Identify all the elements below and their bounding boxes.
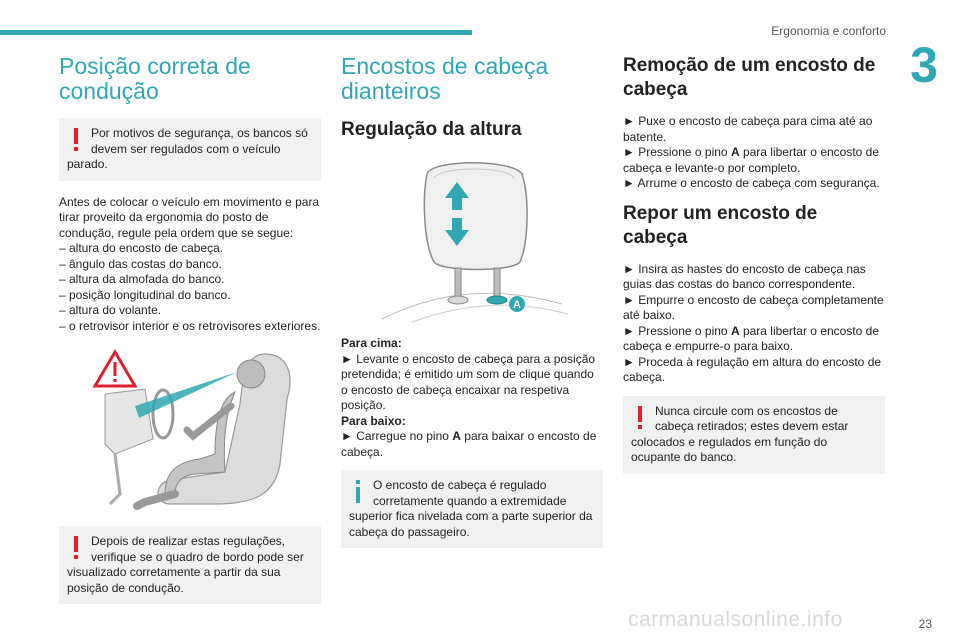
step-text: ► Empurre o encosto de cabeça completamente até baixo. [623, 292, 884, 322]
step-text: ► Arrume o encosto de cabeça com segurança. [623, 176, 880, 190]
warning-box-seats [59, 118, 321, 181]
warning-text: Nunca circule com os encostos de cabeça retirados; estes devem estar colocados e regulados em função do ocupante do banco. [631, 403, 849, 464]
list-item: – ângulo das costas do banco. [59, 256, 222, 271]
list-item: – altura da almofada do banco. [59, 272, 225, 286]
driving-position-illustration [75, 344, 305, 514]
info-text: O encosto de cabeça é regulado corretamente quando a extremidade superior fica nivelada com a parte superior da cabeça do passageiro. [349, 478, 593, 539]
warning-text: Por motivos de segurança, os bancos só devem ser regulados com o veículo parado. [67, 126, 308, 171]
list-item: – posição longitudinal do banco. [59, 287, 231, 302]
warning-icon [67, 534, 87, 564]
warning-box-headrest-removed [623, 396, 885, 474]
subtitle-removal: Remoção de um encosto de cabeça [623, 55, 876, 100]
column-front-headrests [341, 54, 603, 562]
subtitle-refit: Repor um encosto de cabeça [623, 202, 818, 248]
warning-box-dashboard [59, 526, 321, 604]
down-heading: Para baixo: [341, 413, 406, 428]
adjustment-list [59, 241, 321, 334]
warning-icon [631, 404, 651, 434]
headrest-illustration [372, 154, 572, 324]
step-text: ► Pressione o pino A para libertar o encosto de cabeça e levante-o por completo. [623, 145, 880, 175]
step-text: ► Proceda à regulação em altura do encosto de cabeça. [623, 354, 882, 384]
refit-steps [623, 262, 885, 386]
section-title-front-headrests: Encostos de cabeça dianteiros [341, 53, 549, 104]
chapter-number: 3 [910, 37, 938, 93]
warning-icon [67, 126, 87, 156]
list-item: – o retrovisor interior e os retrovisores exteriores. [59, 318, 321, 333]
removal-steps [623, 114, 885, 192]
intro-text: Antes de colocar o veículo em movimento e para tirar proveito da ergonomia do posto de condução, regule pela ordem que se segue: [59, 194, 320, 240]
up-text: ► Levante o encosto de cabeça para a posição pretendida; é emitido um som de clique quando o encosto de cabeça encaixar na respetiva posição. [341, 351, 596, 412]
figure-label-a: A [513, 299, 521, 311]
column-driving-position [59, 54, 321, 618]
watermark-text: carmanualsonline.info [628, 608, 843, 631]
list-item: – altura do encosto de cabeça. [59, 241, 224, 255]
info-box-headrest [341, 470, 603, 548]
step-text: ► Insira as hastes do encosto de cabeça nas guias das costas do banco correspondente. [623, 261, 866, 291]
header-accent-bar [0, 30, 472, 35]
page-number: 23 [918, 617, 932, 631]
section-title-driving-position: Posição correta de condução [59, 53, 251, 104]
list-item: – altura do volante. [59, 303, 162, 317]
column-removal-refit [623, 54, 885, 488]
up-heading: Para cima: [341, 336, 402, 350]
step-text: ► Puxe o encosto de cabeça para cima até ao batente. [623, 114, 873, 144]
down-text: ► Carregue no pino A para baixar o encosto de cabeça. [341, 429, 597, 459]
info-icon [349, 478, 369, 508]
section-header-title: Ergonomia e conforto [771, 24, 886, 38]
step-text: ► Pressione o pino A para libertar o encosto de cabeça e empurre-o para baixo. [623, 323, 880, 353]
subtitle-height-adjustment: Regulação da altura [341, 119, 522, 140]
warning-text: Depois de realizar estas regulações, verifique se o quadro de bordo pode ser visualizado corretamente a partir da sua posição de condução. [67, 534, 304, 595]
